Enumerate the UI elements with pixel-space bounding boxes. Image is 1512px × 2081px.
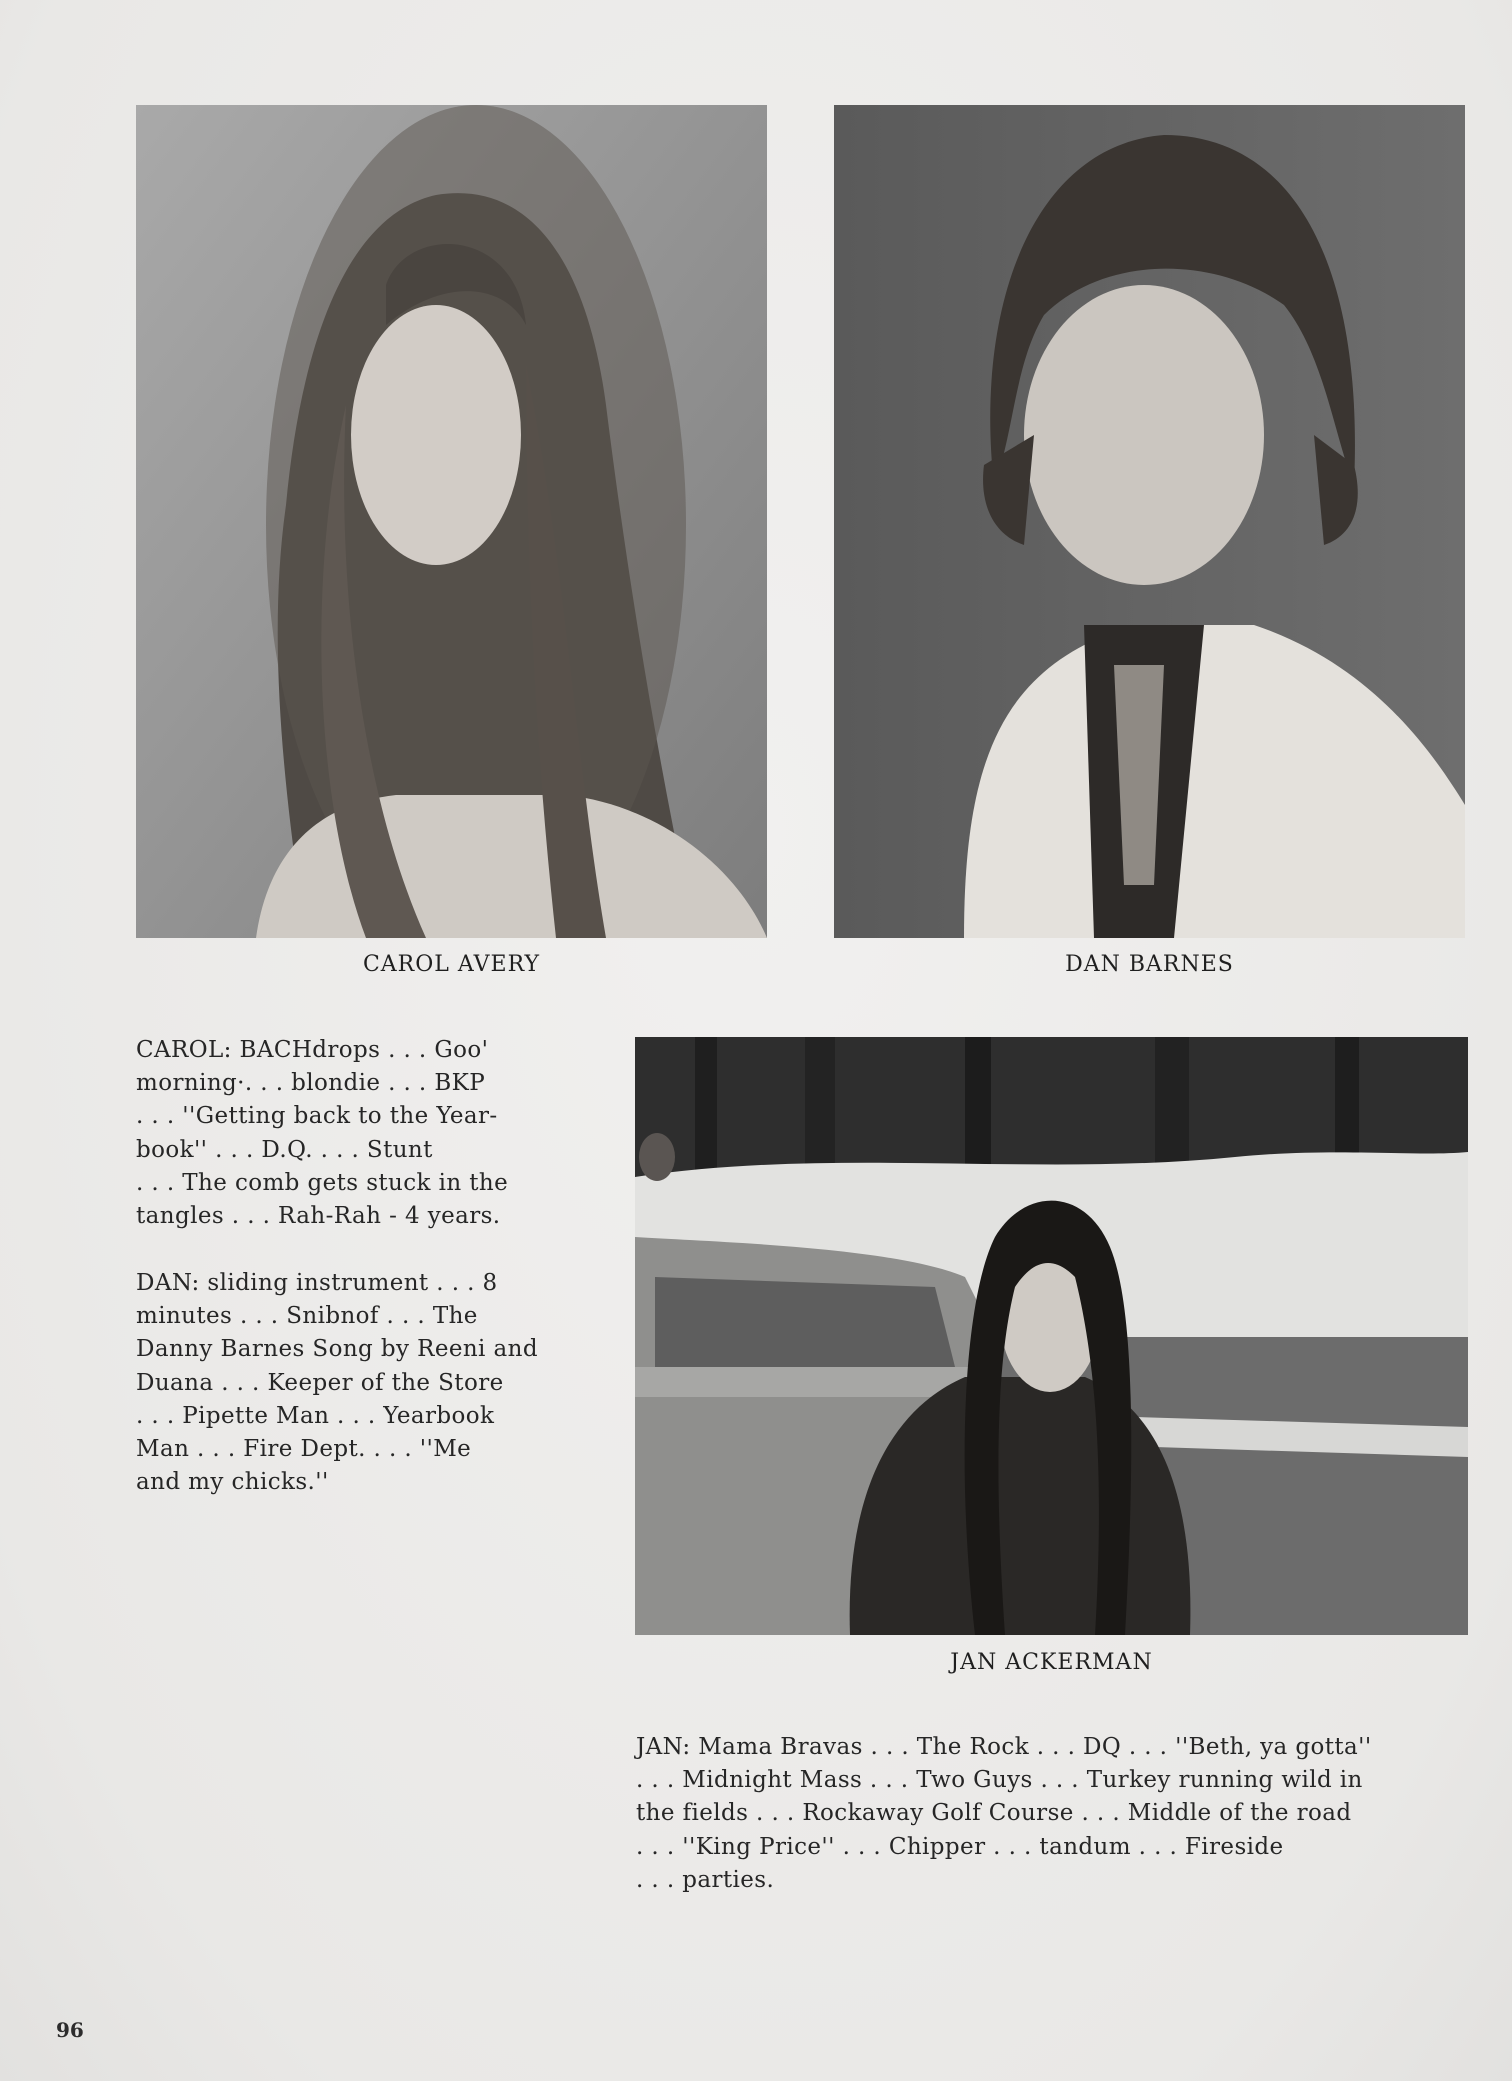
bio-line: . . . Midnight Mass . . . Two Guys . . . Turkey running wild in	[636, 1767, 1363, 1794]
bio-line: DAN: sliding instrument . . . 8	[136, 1270, 498, 1296]
bio-line: and my chicks.''	[136, 1469, 329, 1496]
page-number: 96	[56, 2018, 84, 2042]
bio-line: CAROL: BACHdrops . . . Goo'	[136, 1037, 489, 1063]
portrait-caption-dan: DAN BARNES	[1065, 952, 1234, 977]
bio-line: . . . ''King Price'' . . . Chipper . . . tandum . . . Fireside	[636, 1833, 1284, 1860]
bio-line: JAN: Mama Bravas . . . The Rock . . . DQ . . . ''Beth, ya gotta''	[636, 1734, 1372, 1760]
bio-line: the fields . . . Rockaway Golf Course . . . Middle of the road	[636, 1800, 1352, 1827]
bio-line: . . . The comb gets stuck in the	[136, 1169, 509, 1196]
bio-line: . . . ''Getting back to the Year-	[136, 1103, 498, 1130]
bio-line: . . . parties.	[636, 1866, 775, 1893]
bio-line: Duana . . . Keeper of the Store	[136, 1369, 504, 1396]
bio-text-dan	[136, 1267, 538, 1499]
bio-text-jan	[636, 1731, 1372, 1897]
bio-line: Danny Barnes Song by Reeni and	[136, 1336, 538, 1363]
bio-text-carol	[136, 1034, 508, 1233]
bio-line: . . . Pipette Man . . . Yearbook	[136, 1402, 495, 1429]
bio-line: book'' . . . D.Q. . . . Stunt	[136, 1136, 433, 1163]
portrait-caption-jan: JAN ACKERMAN	[950, 1650, 1153, 1675]
portrait-photo-dan-barnes	[834, 105, 1465, 938]
portrait-photo-jan-ackerman	[635, 1037, 1468, 1635]
bio-line: morning·. . . blondie . . . BKP	[136, 1070, 486, 1097]
bio-line: tangles . . . Rah-Rah - 4 years.	[136, 1203, 501, 1230]
bio-line: minutes . . . Snibnof . . . The	[136, 1303, 478, 1330]
portrait-caption-carol: CAROL AVERY	[362, 952, 541, 977]
bio-line: Man . . . Fire Dept. . . . ''Me	[136, 1436, 472, 1463]
portrait-photo-carol-avery	[136, 105, 767, 938]
